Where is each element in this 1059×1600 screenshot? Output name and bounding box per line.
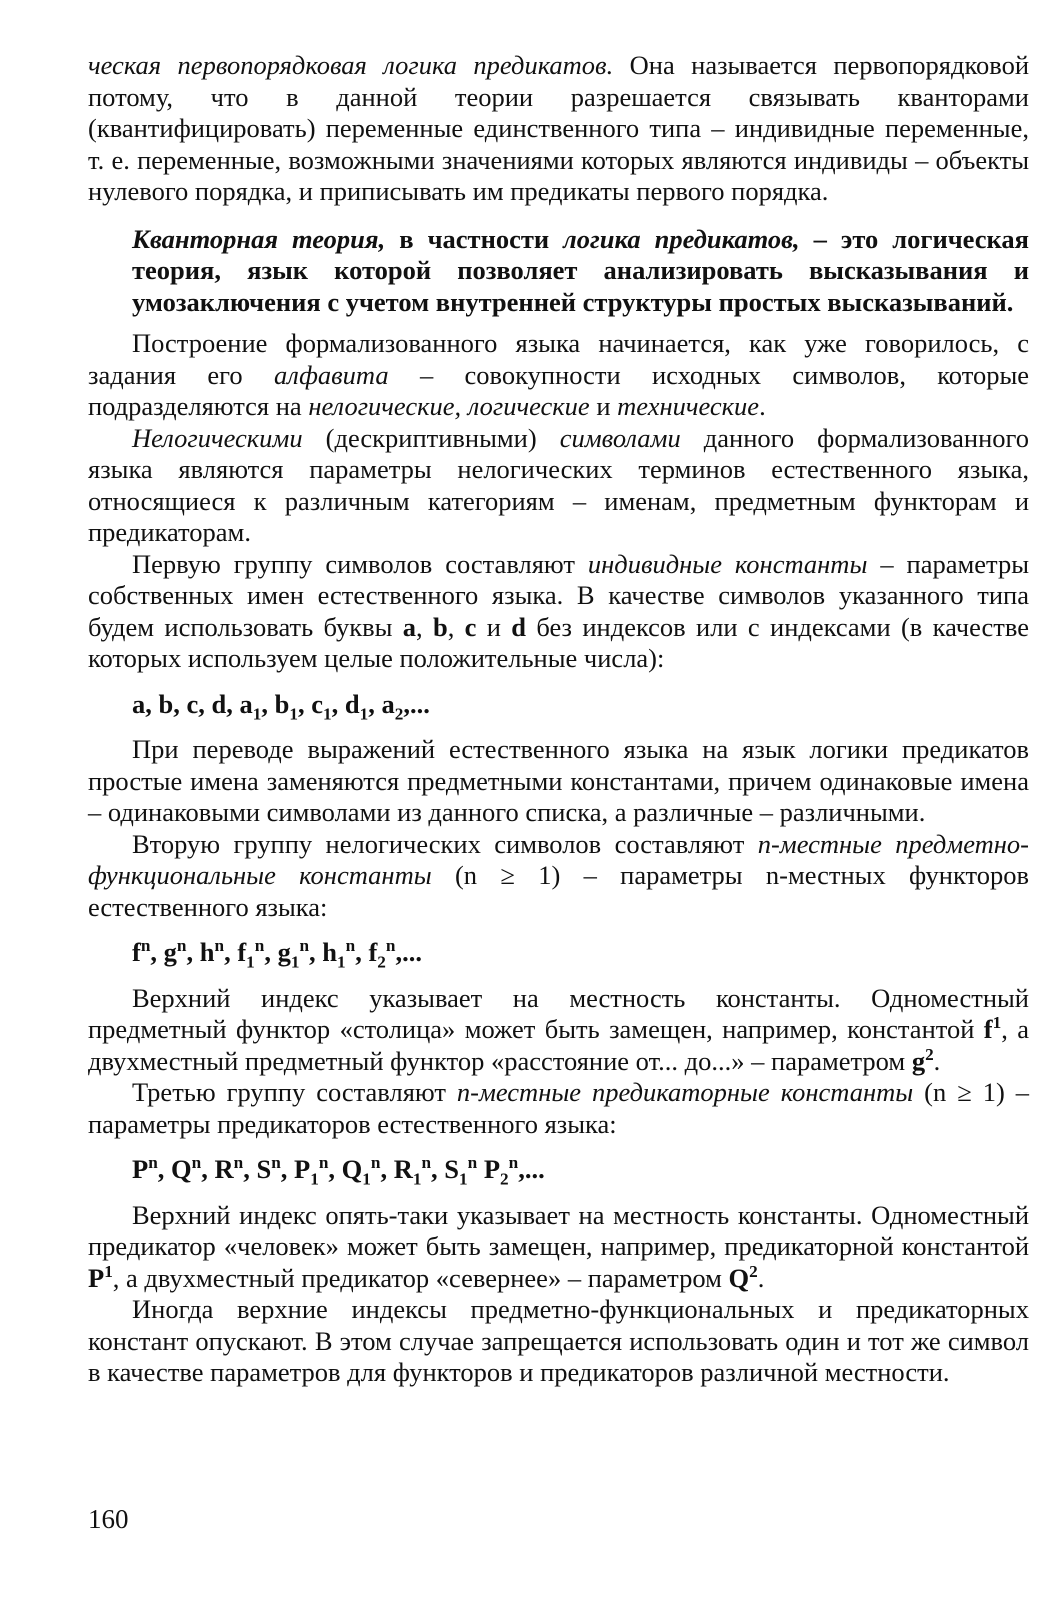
symbol: b (158, 688, 174, 719)
paragraph-text: без индексов или с индексами (в качестве которых используем целые положительные числа): (88, 611, 1030, 673)
paragraph-text: Она называется первопорядковой потому, что в данной теории разрешается связывать кванторами (квантифицировать) переменные единственного типа – индивидные переменные, т. е. переменные, возможными значениями которых являются индивиды – объекты нулевого порядка, и приписывать им предикаты первого порядка. (88, 50, 1030, 206)
paragraph-translation: При переводе выражений естественного языка на язык логики предикатов простые имена заменяются предметными константами, причем одинаковые имена – одинаковыми символами из данного списка, а различные – различными. (88, 734, 1029, 827)
paragraph-text: Верхний индекс указывает на местность константы. Одноместный предметный функтор «столица» может быть замещен, например, константой (88, 982, 1029, 1044)
symbol: a (132, 688, 146, 719)
formula-predicate-constants (132, 1153, 1029, 1189)
symbol: a (402, 611, 417, 642)
ellipsis: ... (409, 688, 430, 719)
term: n-местные предметно-функциональные константы (88, 828, 1029, 890)
subscript: 1 (359, 703, 369, 723)
paragraph-text: . (759, 391, 766, 421)
subscript: 1 (310, 1169, 319, 1189)
paragraph-text: (n ≥ 1) – параметры n-местных функторов естественного языка: (88, 860, 1029, 922)
symbol: h (322, 937, 338, 967)
subscript: 1 (246, 952, 255, 972)
symbol: S (256, 1154, 272, 1184)
symbol: f (237, 937, 247, 967)
symbol: P (483, 1154, 501, 1184)
symbol: S (444, 1154, 460, 1184)
page-number: 160 (88, 1504, 129, 1534)
definition-text: в частности (385, 223, 564, 254)
subscript: 1 (412, 1169, 422, 1189)
superscript: 1 (104, 1261, 113, 1281)
symbol: b (274, 688, 290, 719)
subscript: 1 (289, 703, 298, 723)
symbol: Q (728, 1262, 750, 1293)
superscript: n (271, 1153, 281, 1173)
separator: , (157, 1154, 172, 1184)
superscript: n (254, 936, 265, 956)
separator: , (261, 688, 275, 719)
separator: , (447, 611, 465, 642)
paragraph-text: (дескриптивными) (302, 422, 560, 453)
separator: , (395, 937, 403, 967)
subscript: 1 (459, 1169, 468, 1189)
superscript: n (148, 1153, 158, 1173)
symbol: Q (341, 1154, 363, 1184)
separator: , (243, 1154, 257, 1184)
symbol: g (163, 937, 177, 967)
symbol: R (214, 1154, 234, 1184)
subscript: 1 (252, 703, 262, 723)
paragraph-predicate-note (88, 1200, 1029, 1295)
paragraph-text: , а двухместный предметный функтор «расстояние от... до...» – параметром (88, 1014, 1030, 1076)
superscript: 1 (992, 1013, 1002, 1033)
formula-functional-constants (132, 936, 1029, 972)
definition-quantifier-theory (132, 224, 1029, 319)
superscript: n (370, 1153, 381, 1173)
term: алфавита (273, 359, 389, 390)
symbol: d (344, 688, 360, 719)
subscript: 1 (362, 1169, 371, 1189)
paragraph-omitted-indices: Иногда верхние индексы предметно-функциональных и предикаторных констант опускают. В этом случае запрещается использовать один и тот же символ в качестве параметров для функторов и предикаторов различной местности. (88, 1294, 1029, 1387)
superscript: n (140, 936, 151, 956)
symbol: a (381, 688, 395, 719)
paragraph-predicate-constants (88, 1077, 1029, 1140)
paragraph-text: и (476, 611, 512, 642)
term: индивидные константы (587, 548, 868, 579)
paragraph-alphabet (88, 328, 1029, 423)
symbol: f (983, 1014, 993, 1044)
separator: , (368, 688, 382, 719)
superscript: n (318, 1153, 329, 1173)
paragraph-functional-constants (88, 829, 1029, 924)
separator: , (198, 688, 212, 719)
separator: , (226, 688, 240, 719)
term: нелогические, логические (308, 391, 590, 421)
separator (477, 1154, 484, 1184)
separator: , (201, 1154, 215, 1184)
superscript: n (214, 936, 225, 956)
separator: , (380, 1154, 394, 1184)
symbol: c (186, 688, 199, 719)
symbol: c (464, 611, 477, 642)
separator: , (173, 688, 187, 719)
separator: , (355, 937, 369, 967)
symbol: g (277, 937, 291, 967)
subscript: 2 (377, 952, 386, 972)
symbol: R (393, 1154, 413, 1184)
ellipsis: ... (524, 1154, 545, 1184)
superscript: n (345, 936, 356, 956)
symbol: h (199, 937, 215, 967)
subscript: 1 (323, 703, 332, 723)
separator: , (145, 688, 159, 719)
separator: , (150, 937, 164, 967)
definition-text: – это логическая теория, язык которой позволяет анализировать высказывания и умозаключения с учетом внутренней структуры простых высказываний. (132, 223, 1029, 317)
term: n-местные предикаторные константы (456, 1077, 914, 1107)
paragraph-intro (88, 50, 1029, 208)
symbol: P (132, 1154, 149, 1184)
subscript: 2 (394, 703, 404, 723)
paragraph-text: Вторую группу нелогических символов составляют (132, 828, 758, 859)
paragraph-text: Верхний индекс опять-таки указывает на местность константы. Одноместный предикатор «человек» может быть замещен, например, предикаторной константой (88, 1199, 1029, 1261)
separator: , (331, 688, 345, 719)
paragraph-superscript-note (88, 983, 1029, 1078)
term: символами (559, 422, 681, 453)
paragraph-text: Третью группу составляют (132, 1077, 457, 1107)
paragraph-text: – параметры собственных имен естественного языка. В качестве символов указанного типа будем использовать буквы (88, 548, 1030, 642)
separator: , (309, 937, 323, 967)
superscript: n (385, 936, 396, 956)
paragraph-nonlogical (88, 423, 1029, 549)
paragraph-individual-constants (88, 549, 1029, 675)
separator: , (416, 611, 433, 642)
superscript: 2 (925, 1044, 934, 1064)
symbol: d (511, 611, 527, 642)
superscript: n (299, 936, 310, 956)
symbol: b (432, 611, 448, 642)
paragraph-text: Построение формализованного языка начинается, как уже говорилось, с задания его (88, 328, 1029, 390)
symbol: Q (171, 1154, 192, 1184)
term: технические (617, 391, 760, 421)
formula-individual-constants (132, 689, 1029, 721)
ellipsis: ... (402, 937, 422, 967)
superscript: n (508, 1153, 519, 1173)
symbol: P (88, 1262, 105, 1293)
separator: , (264, 937, 278, 967)
separator: , (297, 688, 312, 719)
symbol: P (294, 1154, 311, 1184)
term: логика предикатов, (563, 223, 800, 254)
superscript: n (176, 936, 187, 956)
separator: , (403, 688, 410, 719)
paragraph-text: . (933, 1045, 941, 1076)
superscript: n (233, 1153, 244, 1173)
page-body (88, 50, 1029, 1389)
superscript: n (191, 1153, 202, 1173)
subscript: 1 (337, 952, 346, 972)
paragraph-text: . (757, 1262, 765, 1293)
separator: , (431, 1154, 445, 1184)
term: Кванторная теория, (132, 223, 386, 254)
symbol: d (211, 688, 227, 719)
symbol: f (368, 937, 378, 967)
subscript: 1 (290, 952, 300, 972)
subscript: 2 (500, 1169, 509, 1189)
separator: , (280, 1154, 295, 1184)
superscript: n (421, 1153, 432, 1173)
symbol: g (911, 1045, 926, 1076)
symbol: c (311, 688, 323, 719)
paragraph-text: , а двухместный предикатор «севернее» – параметром (112, 1262, 729, 1293)
separator: , (186, 937, 200, 967)
separator: , (224, 937, 238, 967)
paragraph-text: данного формализованного языка являются параметры нелогических терминов естественного языка, относящиеся к различным категориям – именам, предметным функторам и предикаторам. (88, 422, 1029, 547)
separator: , (328, 1154, 342, 1184)
paragraph-text: (n ≥ 1) – параметры предикаторов естественного языка: (88, 1077, 1029, 1139)
separator: , (518, 1154, 525, 1184)
superscript: 2 (749, 1261, 758, 1281)
paragraph-text: – совокупности исходных символов, которые подразделяются на (88, 359, 1030, 421)
symbol: a (239, 688, 253, 719)
term-first-order-logic: ческая первопорядковая логика предикатов. (88, 50, 614, 80)
paragraph-text: Первую группу символов составляют (132, 548, 588, 579)
term: Нелогическими (132, 422, 303, 453)
paragraph-text: и (589, 391, 618, 421)
symbol: f (132, 937, 141, 967)
superscript: n (467, 1153, 478, 1173)
